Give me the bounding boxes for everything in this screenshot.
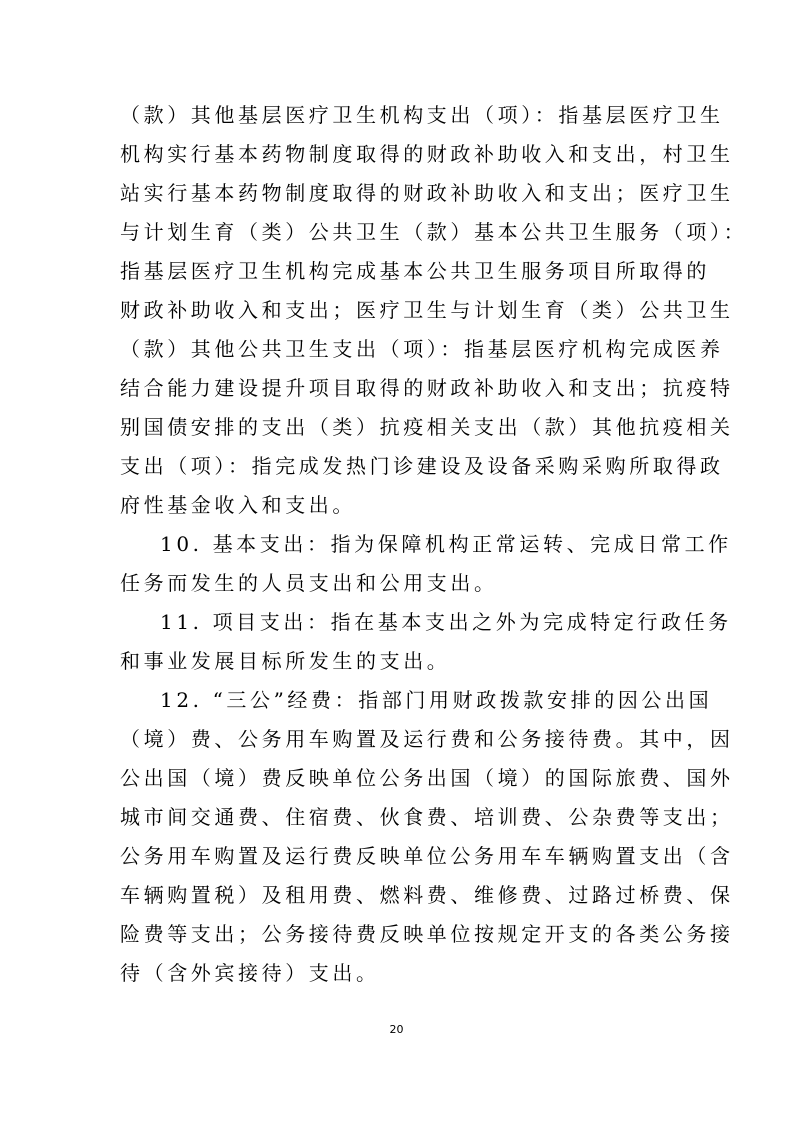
- text-line: 待（含外宾接待）支出。: [120, 961, 380, 985]
- text-line: 公出国（境）费反映单位公务出国（境）的国际旅费、国外: [120, 766, 734, 790]
- text-line: 机构实行基本药物制度取得的财政补助收入和支出，村卫生: [120, 142, 734, 166]
- text-line: 财政补助收入和支出；医疗卫生与计划生育（类）公共卫生: [120, 298, 734, 322]
- page-number: 20: [389, 1023, 404, 1036]
- text-line: （款）其他基层医疗卫生机构支出（项）：指基层医疗卫生: [120, 103, 724, 127]
- text-line: 指基层医疗卫生机构完成基本公共卫生服务项目所取得的: [120, 259, 710, 283]
- text-line: 公务用车购置及运行费反映单位公务用车车辆购置支出（含: [120, 844, 734, 868]
- text-line: 站实行基本药物制度取得的财政补助收入和支出；医疗卫生: [120, 181, 734, 205]
- text-line: 10. 基本支出：指为保障机构正常运转、完成日常工作: [160, 532, 732, 556]
- paragraph-12-three-public-expenses: [120, 681, 734, 993]
- text-line: （境）费、公务用车购置及运行费和公务接待费。其中，因: [120, 727, 734, 751]
- text-line: 城市间交通费、住宿费、伙食费、培训费、公杂费等支出；: [120, 805, 734, 829]
- paragraph-11-project-expenditure: [120, 603, 732, 681]
- text-line: 支出（项）：指完成发热门诊建设及设备采购采购所取得政: [120, 454, 724, 478]
- text-line: 别国债安排的支出（类）抗疫相关支出（款）其他抗疫相关: [120, 415, 734, 439]
- text-line: 和事业发展目标所发生的支出。: [120, 649, 451, 673]
- text-line: 任务而发生的人员支出和公用支出。: [120, 571, 498, 595]
- text-line: 结合能力建设提升项目取得的财政补助收入和支出；抗疫特: [120, 376, 734, 400]
- text-line: 11. 项目支出：指在基本支出之外为完成特定行政任务: [160, 610, 732, 634]
- paragraph-10-basic-expenditure: [120, 525, 732, 603]
- text-line: 府性基金收入和支出。: [120, 493, 356, 517]
- text-line: 12. “三公”经费：指部门用财政拨款安排的因公出国: [160, 688, 713, 712]
- paragraph-continuation: [120, 96, 748, 525]
- text-line: 与计划生育（类）公共卫生（款）基本公共卫生服务（项）：: [120, 220, 748, 244]
- text-line: （款）其他公共卫生支出（项）：指基层医疗机构完成医养: [120, 337, 724, 361]
- text-line: 险费等支出；公务接待费反映单位按规定开支的各类公务接: [120, 922, 734, 946]
- body-text: [120, 96, 748, 993]
- text-line: 车辆购置税）及租用费、燃料费、维修费、过路过桥费、保: [120, 883, 734, 907]
